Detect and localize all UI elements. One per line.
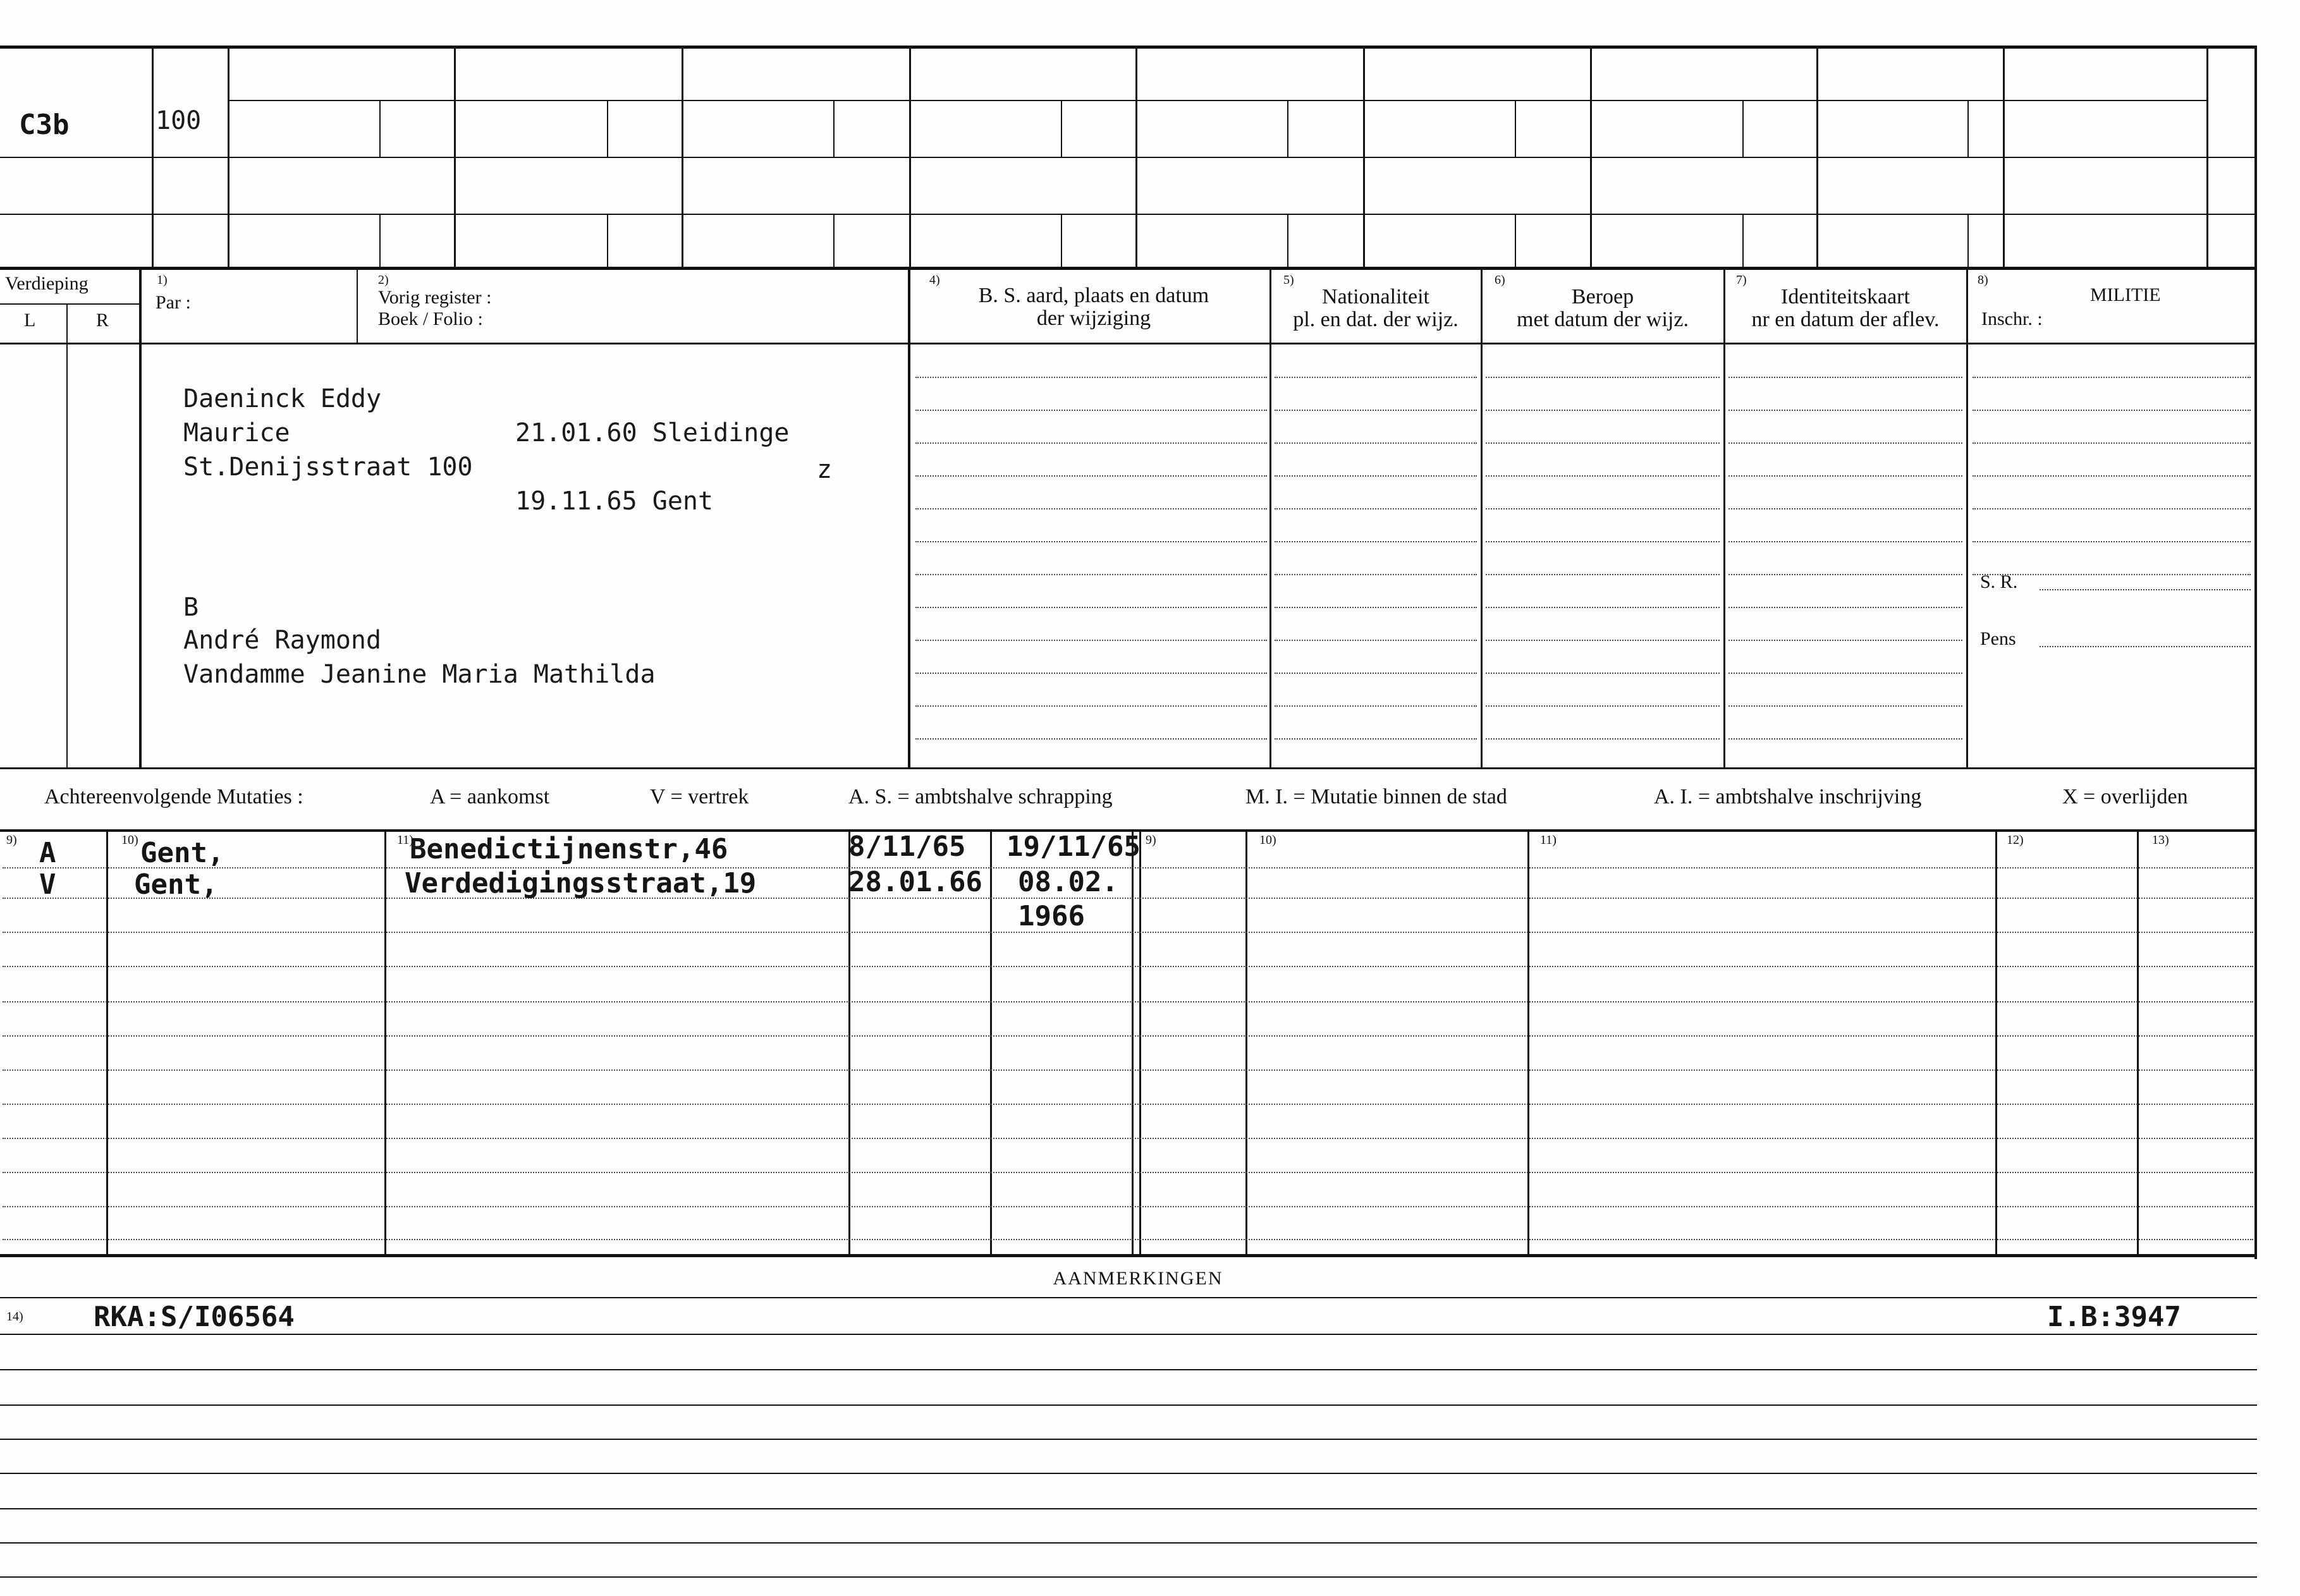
legend-ai: A. I. = ambtshalve inschrijving (1654, 785, 1922, 808)
civil-status: z (817, 455, 833, 484)
mother-name: Vandamme Jeanine Maria Mathilda (183, 660, 656, 689)
mutation-1-date-2: 19/11/65 (1006, 831, 1141, 863)
mutation-2-date-1: 28.01.66 (848, 866, 982, 898)
mutation-2-date-2: 08.02. (1018, 866, 1118, 898)
mutation-2-address: Verdedigingsstraat,19 (405, 867, 757, 899)
mutation-1-type: A (39, 837, 56, 869)
remarks-border (0, 1297, 2257, 1298)
register-code: C3b (19, 109, 70, 141)
legend-mi: M. I. = Mutatie binnen de stad (1245, 785, 1507, 808)
mut-col-9b: 9) (1146, 833, 1156, 847)
person-firstname: Maurice (183, 418, 290, 448)
vorig-register-label: Vorig register : (378, 287, 492, 308)
mutation-1-address: Benedictijnenstr,46 (410, 833, 728, 865)
remarks-reference-left: RKA:S/I06564 (94, 1301, 295, 1333)
status-letter: B (183, 593, 199, 622)
mutation-1-date-1: 8/11/65 (848, 831, 966, 863)
verdieping-label: Verdieping (5, 273, 89, 294)
col-number-5: 5) (1283, 273, 1294, 287)
bs-header: B. S. aard, plaats en datum der wijziging (978, 284, 1209, 330)
col-number-7: 7) (1736, 273, 1747, 287)
col-number-2: 2) (378, 273, 389, 287)
legend-a: A = aankomst (430, 785, 550, 808)
person-address: St.Denijsstraat 100 (183, 453, 473, 482)
legend-x: X = overlijden (2062, 785, 2188, 808)
mut-col-13: 13) (2152, 833, 2169, 847)
boek-folio-label: Boek / Folio : (378, 308, 483, 329)
mut-col-11b: 11) (1540, 833, 1557, 847)
mutation-2-date-2-year: 1966 (1018, 900, 1085, 932)
mut-col-9: 9) (6, 833, 17, 847)
pens-label: Pens (1980, 628, 2016, 649)
mut-col-11: 11) (397, 833, 413, 847)
remarks-col-14: 14) (6, 1310, 23, 1324)
mut-col-10: 10) (121, 833, 138, 847)
father-name: André Raymond (183, 626, 382, 655)
legend-top-border (0, 767, 2257, 769)
mut-col-12: 12) (2007, 833, 2024, 847)
beroep-header: Beroep met datum der wijz. (1517, 285, 1689, 331)
col-number-1: 1) (157, 273, 168, 287)
legend-title: Achtereenvolgende Mutaties : (44, 785, 303, 808)
birth-date-place: 21.01.60 Sleidinge (515, 418, 790, 448)
legend-v: V = vertrek (650, 785, 749, 808)
mutation-2-type: V (39, 868, 56, 901)
mut-col-10b: 10) (1259, 833, 1276, 847)
sr-label: S. R. (1980, 571, 2018, 592)
column-L-label: L (24, 310, 36, 331)
column-R-label: R (96, 310, 109, 331)
par-label: Par : (156, 292, 191, 313)
mutation-2-place: Gent, (134, 868, 218, 901)
identiteitskaart-header: Identiteitskaart nr en datum der aflev. (1751, 285, 1940, 331)
mutation-1-place: Gent, (140, 837, 224, 869)
remarks-reference-right: I.B:3947 (2047, 1301, 2181, 1333)
legend-as: A. S. = ambtshalve schrapping (848, 785, 1113, 808)
col-number-4: 4) (929, 273, 940, 287)
remarks-title: AANMERKINGEN (1053, 1268, 1223, 1289)
person-name: Daeninck Eddy (183, 384, 382, 413)
col-number-8: 8) (1978, 273, 1988, 287)
register-number: 100 (156, 106, 202, 135)
registration-date-place: 19.11.65 Gent (515, 487, 714, 516)
nationaliteit-header: Nationaliteit pl. en dat. der wijz. (1293, 285, 1459, 331)
col-number-6: 6) (1495, 273, 1505, 287)
inschr-label: Inschr. : (1981, 308, 2043, 329)
militie-label: MILITIE (2090, 284, 2161, 305)
